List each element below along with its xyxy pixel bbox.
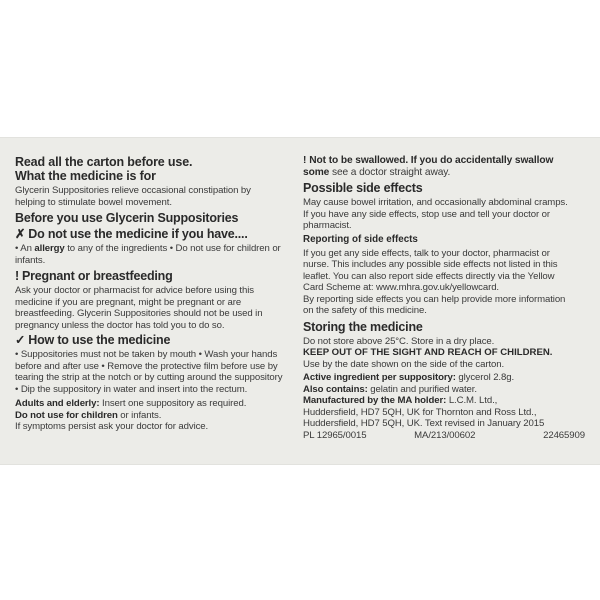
keep-out-warning: KEEP OUT OF THE SIGHT AND REACH OF CHILDREN.	[303, 347, 553, 358]
text-line: By reporting side effects you can help provide more information	[303, 293, 566, 305]
what-for-text	[15, 185, 299, 208]
text-line: infants.	[15, 254, 46, 266]
licence-numbers	[303, 430, 585, 442]
check-icon: ✓	[15, 333, 26, 347]
do-not-use-text	[15, 243, 299, 266]
what-for-heading: What the medicine is for	[15, 169, 156, 183]
bullet: • An	[15, 243, 32, 254]
text-line: medicine if you are pregnant, might be pregnant or are	[15, 296, 242, 308]
pl-number: PL 12965/0015	[303, 429, 367, 441]
allergy-label: allergy	[34, 243, 65, 254]
swallow-some: some	[303, 167, 330, 178]
text-line: leaflet. You can also report side effects directly via the Yellow	[303, 270, 555, 282]
active-ingredient-text: glycerol 2.8g.	[458, 372, 515, 383]
swallow-warning	[303, 155, 585, 179]
swallow-warning-bold: Not to be swallowed. If you do accidentally swallow	[309, 155, 554, 166]
text-line: on the safety of this medicine.	[303, 305, 427, 316]
text-line: pregnancy unless the doctor has told you to do so.	[15, 319, 225, 331]
text-line: If you have any side effects, stop use and tell your doctor or	[303, 208, 550, 220]
do-not-use-rest: to any of the ingredients • Do not use for children or	[67, 243, 281, 254]
left-column	[15, 155, 299, 433]
how-to-use-heading	[15, 333, 299, 347]
text-line: Huddersfield, HD7 5QH, UK for Thornton and Ross Ltd.,	[303, 406, 537, 418]
text-line: Glycerin Suppositories relieve occasional constipation by	[15, 185, 251, 196]
pregnant-heading	[15, 269, 299, 283]
how-to-use-text	[15, 349, 299, 395]
before-use-heading: Before you use Glycerin Suppositories	[15, 211, 239, 225]
storing-text: Do not store above 25°C. Store in a dry place.	[303, 335, 495, 347]
also-contains-text: gelatin and purified water.	[370, 383, 477, 395]
cross-icon: ✗	[15, 227, 26, 241]
how-to-use-heading-text: How to use the medicine	[28, 333, 171, 347]
persist-text: If symptoms persist ask your doctor for advice.	[15, 421, 209, 432]
text-line: • Dip the suppository in water and insert into the rectum.	[15, 383, 248, 395]
pregnant-heading-text: Pregnant or breastfeeding	[21, 269, 173, 283]
reporting-heading: Reporting of side effects	[303, 233, 418, 245]
side-effects-text	[303, 197, 585, 232]
children-text: or infants.	[120, 409, 162, 421]
do-not-use-heading-text: Do not use the medicine if you have....	[28, 227, 248, 241]
read-carton-heading: Read all the carton before use.	[15, 155, 193, 169]
pregnant-text	[15, 285, 299, 331]
text-line: nurse. This includes any possible side effects not listed in this	[303, 259, 558, 270]
manufacturer-label: Manufactured by the MA holder:	[303, 395, 447, 406]
text-line: If you get any side effects, talk to your doctor, pharmacist or	[303, 247, 550, 259]
side-effects-heading: Possible side effects	[303, 181, 423, 195]
ma-number: MA/213/00602	[414, 429, 476, 441]
manufacturer-name: L.C.M. Ltd.,	[448, 395, 498, 406]
storing-heading: Storing the medicine	[303, 319, 423, 334]
product-code: 22465909	[543, 429, 585, 441]
use-by-text: Use by the date shown on the side of the carton.	[303, 358, 505, 370]
do-not-use-heading	[15, 227, 299, 241]
adults-text: Insert one suppository as required.	[102, 398, 247, 409]
exclamation-icon: !	[303, 155, 307, 166]
text-line: before and after use • Remove the protective film before use by	[15, 360, 278, 372]
adults-label: Adults and elderly:	[15, 398, 100, 409]
text-line: tearing the strip at the notch or by cutting around the suppository	[15, 372, 283, 383]
adults-dosage	[15, 398, 299, 433]
swallow-rest: see a doctor straight away.	[331, 167, 451, 178]
text-line: breastfeeding. Glycerin Suppositories should not be used in	[15, 308, 263, 319]
children-label: Do not use for children	[15, 409, 118, 421]
text-line: May cause bowel irritation, and occasionally abdominal cramps.	[303, 197, 568, 208]
also-contains-label: Also contains:	[303, 383, 368, 395]
right-column	[303, 155, 585, 441]
text-line: Ask your doctor or pharmacist for advice before using this	[15, 285, 254, 296]
text-line: Card Scheme at: www.mhra.gov.uk/yellowcard.	[303, 282, 500, 293]
text-line: helping to stimulate bowel movement.	[15, 196, 172, 208]
reporting-text	[303, 248, 585, 317]
ingredients	[303, 372, 585, 430]
active-ingredient-label: Active ingredient per suppository:	[303, 372, 456, 383]
text-line: Huddersfield, HD7 5QH, UK. Text revised in January 2015	[303, 418, 545, 429]
text-line: pharmacist.	[303, 220, 352, 231]
text-line: • Suppositories must not be taken by mouth • Wash your hands	[15, 349, 278, 360]
exclamation-icon: !	[15, 269, 19, 283]
